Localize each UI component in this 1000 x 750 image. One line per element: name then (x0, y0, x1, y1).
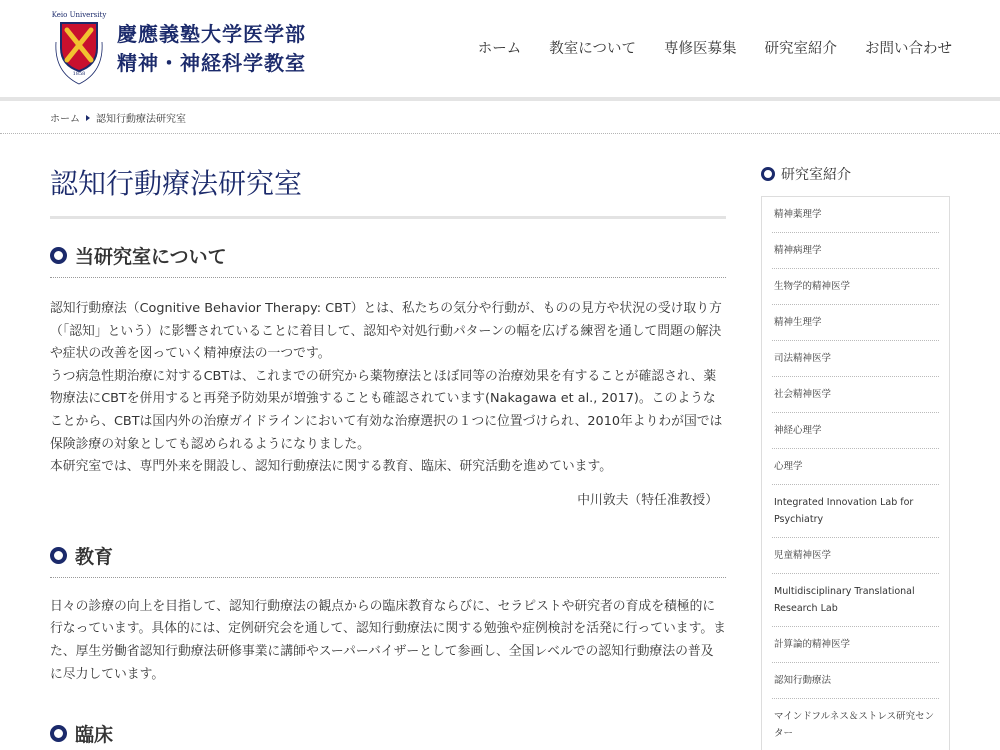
nav-labs[interactable]: 研究室紹介 (764, 41, 837, 57)
nav-about[interactable]: 教室について (549, 41, 636, 57)
section-clinical (50, 720, 726, 750)
sidebar-item-neuropsychology[interactable]: 神経心理学 (772, 413, 939, 449)
section-education (50, 542, 726, 686)
sidebar-item-child-psychiatry[interactable]: 児童精神医学 (772, 538, 939, 574)
site-title-line1: 慶應義塾大学医学部 (117, 22, 306, 46)
section-about (50, 242, 726, 508)
global-nav (478, 37, 952, 58)
breadcrumb-current: 認知行動療法研究室 (96, 114, 186, 125)
sidebar (761, 164, 950, 750)
sidebar-item-cbt[interactable]: 認知行動療法 (772, 663, 939, 699)
sidebar-item-biological-psychiatry[interactable]: 生物学的精神医学 (772, 269, 939, 305)
circle-bullet-icon (50, 547, 67, 564)
sidebar-item-computational-psychiatry[interactable]: 計算論的精神医学 (772, 627, 939, 663)
site-title-line2: 精神・神経科学教室 (117, 51, 306, 75)
circle-bullet-icon (50, 725, 67, 742)
education-paragraph: 日々の診療の向上を目指して、認知行動療法の観点からの臨床教育ならびに、セラピストや研究者の育成を積極的に行なっています。具体的には、定例研究会を通して、認知行動療法に関する勉強や症例検討を活発に行っています。また、厚生労働省認知行動療法研修事業に講師やスーパーバイザーとして参画し、全国レベルでの認知行動療法の普及に尽力しています。 (50, 598, 726, 682)
section-heading-education: 教育 (50, 542, 726, 578)
main-content (50, 164, 726, 750)
about-paragraph-1: 認知行動療法（Cognitive Behavior Therapy: CBT）とは、私たちの気分や行動が、ものの見方や状況の受け取り方（「認知」という）に影響されていることに着目して、認知や対処行動パターンの幅を広げる練習を通して問題の解決や症状の改善を図っていく精神療法の一つです。 (50, 301, 722, 362)
breadcrumb-home[interactable]: ホーム (50, 114, 80, 125)
breadcrumb-arrow-icon (86, 115, 90, 121)
about-paragraph-3: 本研究室では、専門外来を開設し、認知行動療法に関する教育、臨床、研究活動を進めています。 (50, 459, 613, 475)
sidebar-item-translational-lab[interactable]: Multidisciplinary Translational Research Lab (772, 574, 939, 627)
sidebar-item-forensic-psychiatry[interactable]: 司法精神医学 (772, 341, 939, 377)
author-credit: 中川敦夫（特任准教授） (577, 492, 718, 508)
circle-bullet-icon (761, 167, 775, 181)
site-header (0, 0, 1000, 98)
sidebar-item-mindfulness-center[interactable]: マインドフルネス＆ストレス研究センター (774, 711, 935, 739)
logo-university-text: Keio University (51, 11, 107, 19)
breadcrumb (50, 110, 186, 125)
nav-contact[interactable]: お問い合わせ (865, 41, 952, 57)
svg-text:1858: 1858 (72, 71, 86, 77)
sidebar-item-psychopathology[interactable]: 精神病理学 (772, 233, 939, 269)
nav-recruit[interactable]: 専修医募集 (664, 41, 737, 57)
sidebar-heading: 研究室紹介 (761, 164, 950, 184)
section-heading-clinical: 臨床 (50, 720, 726, 750)
sidebar-item-innovation-lab[interactable]: Integrated Innovation Lab for Psychiatry (772, 485, 939, 538)
nav-home[interactable]: ホーム (477, 41, 522, 57)
sidebar-item-social-psychiatry[interactable]: 社会精神医学 (772, 377, 939, 413)
about-paragraph-2: うつ病急性期治療に対するCBTは、これまでの研究から薬物療法とほぼ同等の治療効果を有することが確認され、薬物療法にCBTを併用すると再発予防効果が増強することも確認されています(Nakagawa et al., 2017)。このようなことから、CBTは国内外の治療ガイドラインにおいて有効な治療選択の１つに位置づけられ、2010年よりわが国では保険診療の対象としても認められるようになりました。 (50, 368, 723, 452)
circle-bullet-icon (50, 247, 67, 264)
site-title[interactable] (117, 20, 306, 78)
breadcrumb-divider (0, 133, 1000, 134)
sidebar-item-psychophysiology[interactable]: 精神生理学 (772, 305, 939, 341)
page-title: 認知行動療法研究室 (50, 164, 726, 219)
sidebar-item-psychopharmacology[interactable]: 精神薬理学 (772, 197, 939, 233)
sidebar-item-psychology[interactable]: 心理学 (772, 449, 939, 485)
keio-crest-logo[interactable] (48, 12, 110, 90)
header-divider (0, 97, 1000, 101)
section-heading-about: 当研究室について (50, 242, 726, 278)
sidebar-lab-list (761, 196, 950, 750)
